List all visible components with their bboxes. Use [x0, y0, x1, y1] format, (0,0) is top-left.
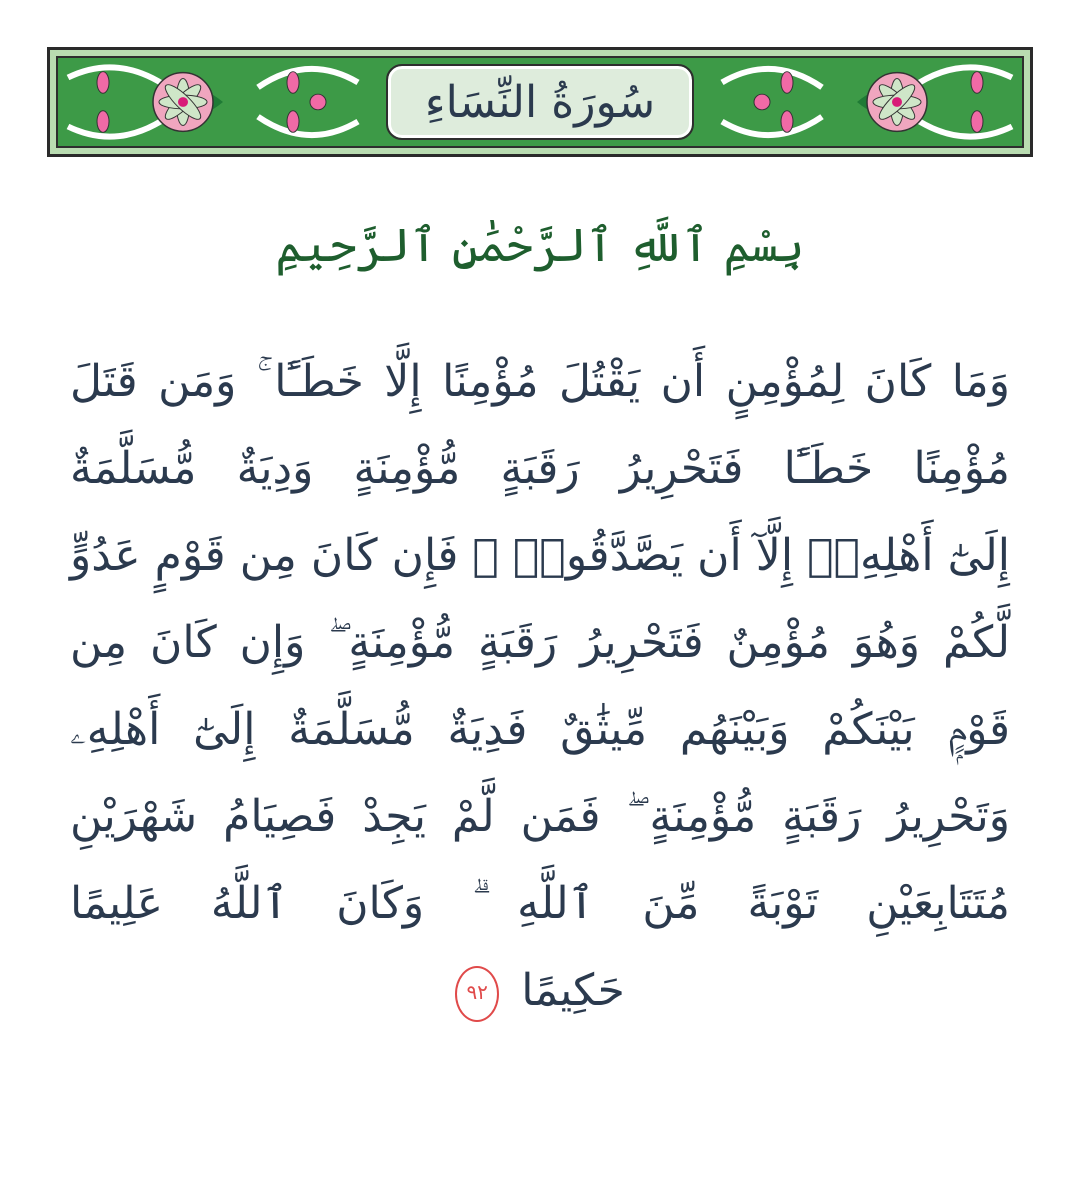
- surah-title-cartouche: [388, 66, 692, 138]
- surah-title: سُورَةُ النِّسَاءِ: [424, 76, 656, 128]
- verse-line: مُؤْمِنًا خَطَـًٔا فَتَحْرِيرُ رَقَبَةٍ مُّؤْمِنَةٍ وَدِيَةٌ مُّسَلَّمَةٌ: [70, 443, 1010, 494]
- floral-ornament-icon: [692, 58, 1022, 146]
- verse-line: قَوْمٍۭ بَيْنَكُمْ وَبَيْنَهُم مِّيثَٰقٌ فَدِيَةٌ مُّسَلَّمَةٌ إِلَىٰٓ أَهْلِهِۦ: [70, 704, 1010, 755]
- surah-header-banner: [47, 47, 1033, 157]
- verse-line: لَّكُمْ وَهُوَ مُؤْمِنٌ فَتَحْرِيرُ رَقَبَةٍ مُّؤْمِنَةٍ ۖ وَإِن كَانَ مِن: [70, 617, 1010, 668]
- verse-line: إِلَىٰٓ أَهْلِهِۦٓ إِلَّآ أَن يَصَّدَّقُوا۟ ۚ فَإِن كَانَ مِن قَوْمٍ عَدُوٍّ: [70, 530, 1010, 581]
- verse-line: وَتَحْرِيرُ رَقَبَةٍ مُّؤْمِنَةٍ ۖ فَمَن لَّمْ يَجِدْ فَصِيَامُ شَهْرَيْنِ: [70, 791, 1010, 842]
- verse-line-last: [70, 947, 1010, 1034]
- bismillah: بِسْمِ ٱللَّهِ ٱلرَّحْمَٰنِ ٱلرَّحِيمِ: [275, 218, 805, 272]
- floral-ornament-icon: [58, 58, 388, 146]
- verse-line: مُتَتَابِعَيْنِ تَوْبَةً مِّنَ ٱللَّهِ ۗ وَكَانَ ٱللَّهُ عَلِيمًا: [70, 878, 1010, 929]
- verse-text: [70, 338, 1010, 1034]
- banner-frame: [56, 56, 1024, 148]
- verse-line: وَمَا كَانَ لِمُؤْمِنٍ أَن يَقْتُلَ مُؤْمِنًا إِلَّا خَطَـًٔا ۚ وَمَن قَتَلَ: [70, 356, 1010, 407]
- ayah-number-marker: ٩٢: [455, 966, 499, 1022]
- verse-line-text: حَكِيمًا: [521, 965, 625, 1016]
